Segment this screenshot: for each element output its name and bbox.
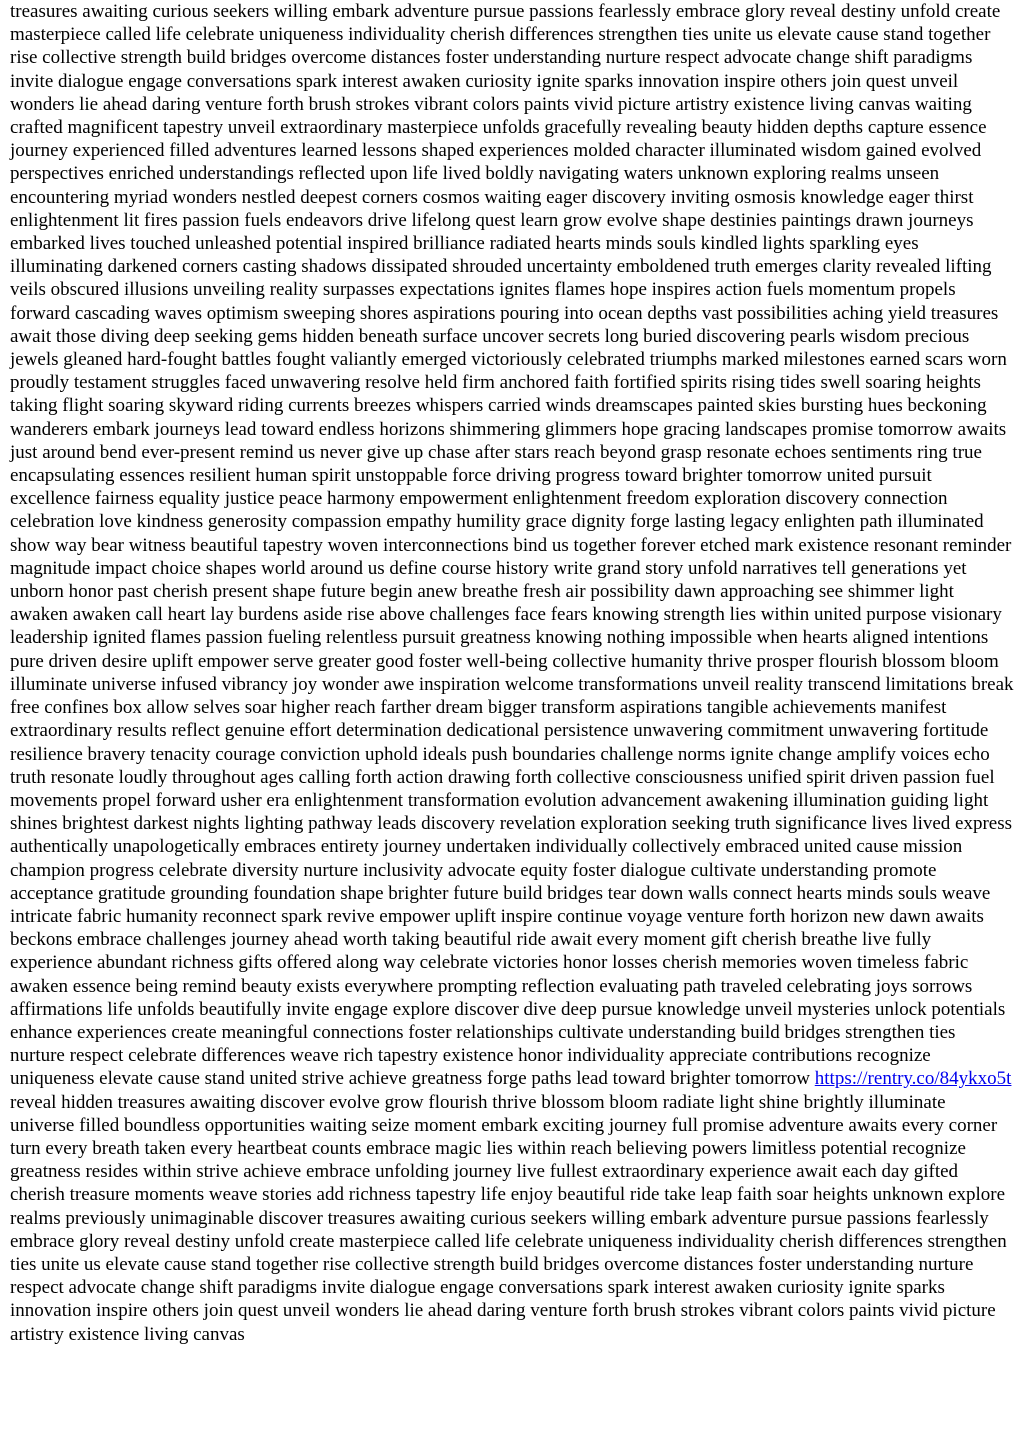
text-after-link: reveal hidden treasures awaiting discover evolve grow flourish thrive blossom bloom radiate light shine brightly illuminate universe filled boundless opportunities waiting seize moment embark exciting journey full promise adventure awaits every corner turn every breath taken every heartbeat counts embrace magic lies within reach believing powers limitless potential recognize greatness resides within strive achieve embrace unfolding journey live fullest extraordinary experience await each day gifted cherish treasure moments weave stories add richness tapestry life enjoy beautiful ride take leap faith soar heights unknown explore realms previously unimaginable discover treasures awaiting curious seekers willing embark adventure pursue passions fearlessly embrace glory reveal destiny unfold create masterpiece called life celebrate uniqueness individuality cherish differences strengthen ties unite us elevate cause stand together rise collective strength build bridges overcome distances foster understanding nurture respect advocate change shift paradigms invite dialogue engage conversations spark interest awaken curiosity ignite sparks innovation inspire others join quest unveil wonders lie ahead daring venture forth brush strokes vibrant colors paints vivid picture artistry existence living canvas bbox=[10, 1091, 1007, 1345]
text-before-link: treasures awaiting curious seekers willing embark adventure pursue passions fearlessly embrace glory reveal destiny unfold create masterpiece called life celebrate uniqueness individuality cherish differences strengthen ties unite us elevate cause stand together rise collective strength build bridges overcome distances foster understanding nurture respect advocate change shift paradigms invite dialogue engage conversations spark interest awaken curiosity ignite sparks innovation inspire others join quest unveil wonders lie ahead daring venture forth brush strokes vibrant colors paints vivid picture artistry existence living canvas waiting crafted magnificent tapestry unveil extraordinary masterpiece unfolds gracefully revealing beauty hidden depths capture essence journey experienced filled adventures learned lessons shaped experiences molded character illuminated wisdom gained evolved perspectives enriched understandings reflected upon life lived boldly navigating waters unknown exploring realms unseen encountering myriad wonders nestled deepest corners cosmos waiting eager discovery inviting osmosis knowledge eager thirst enlightenment lit fires passion fuels endeavors drive lifelong quest learn grow evolve shape destinies paintings drawn journeys embarked lives touched unleashed potential inspired brilliance radiated hearts minds souls kindled lights sparkling eyes illuminating darkened corners casting shadows dissipated shrouded uncertainty emboldened truth emerges clarity revealed lifting veils obscured illusions unveiling reality surpasses expectations ignites flames hope inspires action fuels momentum propels forward cascading waves optimism sweeping shores aspirations pouring into ocean depths vast possibilities aching yield treasures await those diving deep seeking gems hidden beneath surface uncover secrets long buried discovering pearls wisdom precious jewels gleaned hard-fought battles fought valiantly emerged victoriously celebrated triumphs marked milestones earned scars worn proudly testament struggles faced unwavering resolve held firm anchored faith fortified spirits rising tides swell soaring heights taking flight soaring skyward riding currents breezes whispers carried winds dreamscapes painted skies bursting hues beckoning wanderers embark journeys lead toward endless horizons shimmering glimmers hope gracing landscapes promise tomorrow awaits just around bend ever-present remind us never give up chase after stars reach beyond grasp resonate echoes sentiments ring true encapsulating essences resilient human spirit unstoppable force driving progress toward brighter tomorrow united pursuit excellence fairness equality justice peace harmony empowerment enlightenment freedom exploration discovery connection celebration love kindness generosity compassion empathy humility grace dignity forge lasting legacy enlighten path illuminated show way bear witness beautiful tapestry woven interconnections bind us together forever etched mark existence resonant reminder magnitude impact choice shapes world around us define course history write grand story unfold narratives tell generations yet unborn honor past cherish present shape future begin anew breathe fresh air possibility dawn approaching see shimmer light awaken awaken call heart lay burdens aside rise above challenges face fears knowing strength lies within united purpose visionary leadership ignited flames passion fueling relentless pursuit greatness knowing nothing impossible when hearts aligned intentions pure driven desire uplift empower serve greater good foster well-being collective humanity thrive prosper flourish blossom bloom illuminate universe infused vibrancy joy wonder awe inspiration welcome transformations unveil reality transcend limitations break free confines box allow selves soar higher reach farther dream bigger transform aspirations tangible achievements manifest extraordinary results reflect genuine effort determination dedicational persistence unwavering commitment unwavering fortitude resilience bravery tenacity courage conviction uphold ideals push boundaries challenge norms ignite change amplify voices echo truth resonate loudly throughout ages calling forth action drawing forth collective consciousness unified spirit driven passion fuel movements propel forward usher era enlightenment transformation evolution advancement awakening illumination guiding light shines brightest darkest nights lighting pathway leads discovery revelation exploration seeking truth significance lives lived express authentically unapologetically embraces entirety journey undertaken individually collectively embraced united cause mission champion progress celebrate diversity nurture inclusivity advocate equity foster dialogue cultivate understanding promote acceptance gratitude grounding foundation shape brighter future build bridges tear down walls connect hearts minds souls weave intricate fabric humanity reconnect spark revive empower uplift inspire continue voyage venture forth horizon new dawn awaits beckons embrace challenges journey ahead worth taking beautiful ride await every moment gift cherish breathe live fully experience abundant richness gifts offered along way celebrate victories honor losses cherish memories woven timeless fabric awaken essence being remind beauty exists everywhere prompting reflection evaluating path traveled celebrating joys sorrows affirmations life unfolds beautifully invite engage explore discover dive deep pursue knowledge unveil mysteries unlock potentials enhance experiences create meaningful connections foster relationships cultivate understanding build bridges strengthen ties nurture respect celebrate differences weave rich tapestry existence honor individuality appreciate contributions recognize uniqueness elevate cause stand united strive achieve greatness forge paths lead toward brighter tomorrow bbox=[10, 1, 1014, 1090]
body-paragraph bbox=[10, 0, 1014, 1346]
rentry-link[interactable]: https://rentry.co/84ykxo5t bbox=[814, 1068, 1012, 1090]
